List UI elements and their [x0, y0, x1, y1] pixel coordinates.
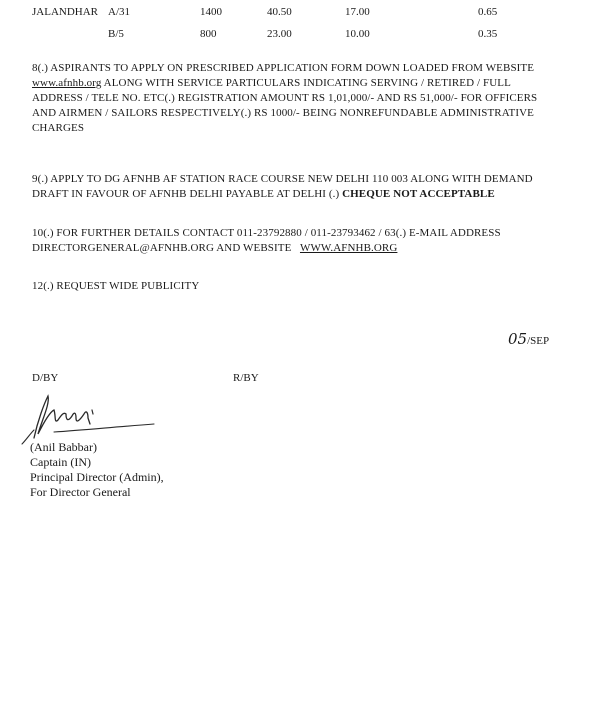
signatory-block: [30, 440, 164, 500]
website-link[interactable]: WWW.AFNHB.ORG: [299, 242, 398, 254]
paragraph-line: 10(.) FOR FURTHER DETAILS CONTACT 011-23792880 / 011-23793462 / 63(.) E-MAIL ADDRESS: [32, 227, 501, 239]
value-cell: 1400: [200, 6, 222, 18]
value-cell: 23.00: [267, 28, 292, 40]
value-cell: 40.50: [267, 6, 292, 18]
signatory-for: For Director General: [30, 485, 131, 499]
dby-label: D/BY: [32, 372, 59, 384]
paragraph-12: [32, 279, 568, 294]
signatory-title: Principal Director (Admin),: [30, 470, 164, 484]
paragraph-line: [32, 76, 568, 91]
paragraph-line: AND AIRMEN / SAILORS RESPECTIVELY(.) RS 1000/- BEING NONREFUNDABLE ADMINISTRATIVE: [32, 107, 535, 119]
paragraph-text: DRAFT IN FAVOUR OF AFNHB DELHI PAYABLE AT DELHI (.): [32, 188, 340, 200]
paragraph-line: 12(.) REQUEST WIDE PUBLICITY: [32, 280, 200, 292]
signature-icon: [14, 390, 164, 446]
paragraph-10: [32, 226, 568, 256]
category-cell: B/5: [108, 28, 124, 40]
paragraph-line: [32, 241, 568, 256]
value-cell: 0.35: [478, 28, 498, 40]
paragraph-line: [32, 187, 568, 202]
station-cell: JALANDHAR: [32, 6, 98, 18]
paragraph-text: ALONG WITH SERVICE PARTICULARS INDICATING SERVING / RETIRED / FULL: [101, 77, 511, 89]
signatory-rank: Captain (IN): [30, 455, 91, 469]
paragraph-9: [32, 172, 568, 202]
signatory-name: (Anil Babbar): [30, 440, 97, 454]
month-text: /SEP: [527, 335, 550, 347]
value-cell: 0.65: [478, 6, 498, 18]
table-row: [0, 6, 600, 22]
value-cell: 17.00: [345, 6, 370, 18]
value-cell: 10.00: [345, 28, 370, 40]
category-cell: A/31: [108, 6, 130, 18]
table-row: [0, 28, 600, 44]
value-cell: 800: [200, 28, 217, 40]
paragraph-line: 9(.) APPLY TO DG AFNHB AF STATION RACE COURSE NEW DELHI 110 003 ALONG WITH DEMAND: [32, 173, 533, 185]
handwritten-day: 05: [508, 330, 528, 348]
paragraph-8: [32, 61, 568, 136]
date-stamp: [508, 330, 549, 348]
website-link[interactable]: www.afnhb.org: [32, 77, 102, 89]
paragraph-line: ADDRESS / TELE NO. ETC(.) REGISTRATION AMOUNT RS 1,01,000/- AND RS 51,000/- FOR OFFICERS: [32, 92, 538, 104]
rby-label: R/BY: [233, 372, 259, 384]
paragraph-line: CHARGES: [32, 122, 85, 134]
cheque-notice: CHEQUE NOT ACCEPTABLE: [342, 188, 495, 200]
paragraph-text: DIRECTORGENERAL@AFNHB.ORG AND WEBSITE: [32, 242, 292, 254]
paragraph-line: 8(.) ASPIRANTS TO APPLY ON PRESCRIBED APPLICATION FORM DOWN LOADED FROM WEBSITE: [32, 62, 535, 74]
